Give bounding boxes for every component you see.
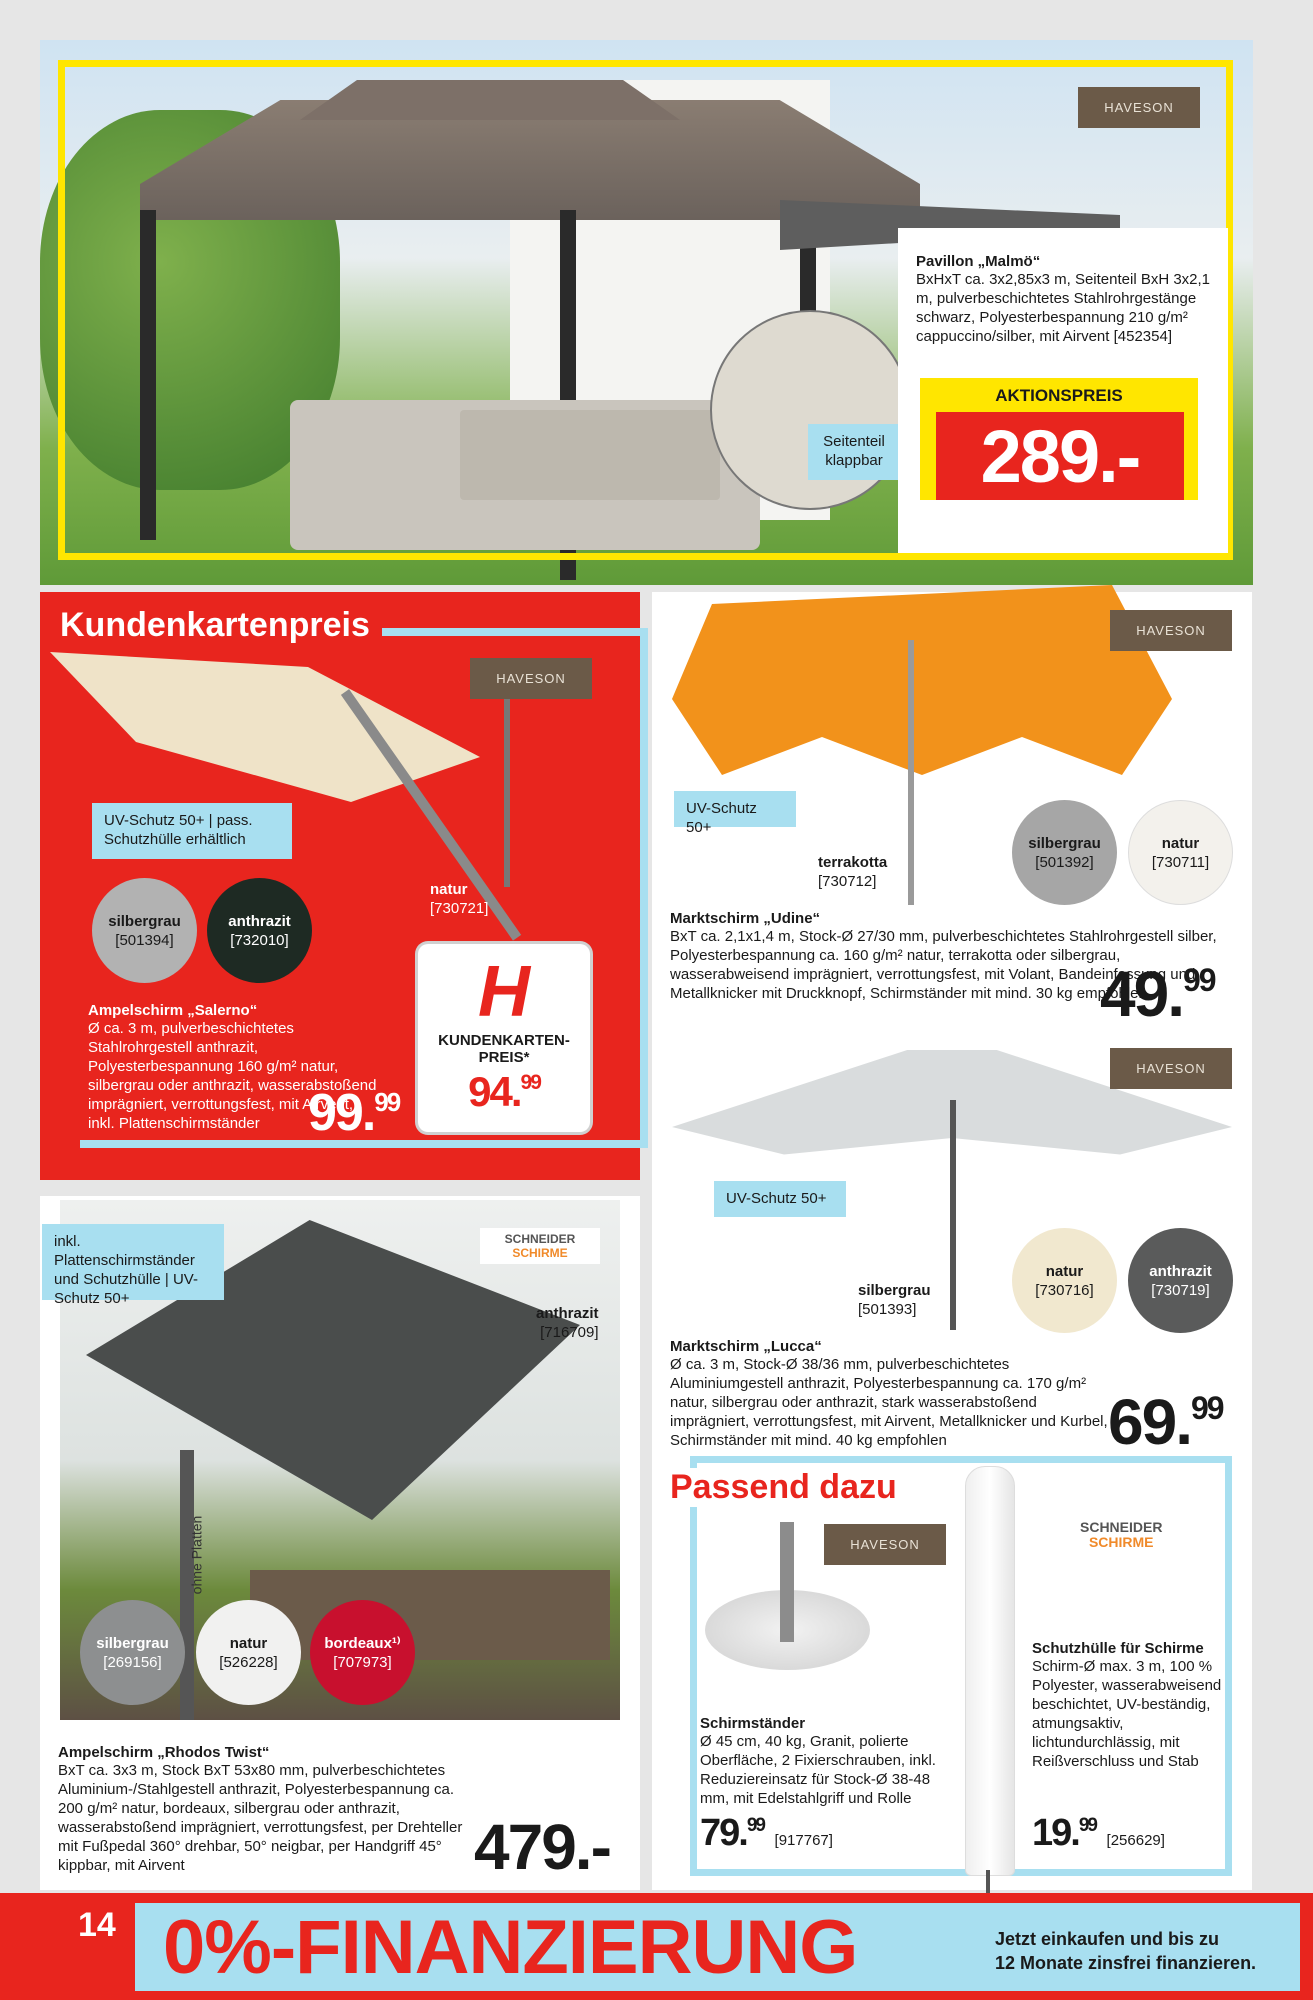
finanzierung-subline xyxy=(995,1927,1256,1975)
rhodos-furniture xyxy=(250,1570,610,1660)
rhodos-price xyxy=(474,1810,610,1884)
article-code: [917767] xyxy=(774,1832,833,1849)
kundenkartenpreis-header: Kundenkartenpreis xyxy=(60,606,382,645)
product-title: Schirmständer xyxy=(700,1715,806,1732)
schirmstaender-info xyxy=(700,1715,940,1808)
swatch-natur[interactable] xyxy=(1012,1228,1117,1333)
product-title: Marktschirm „Udine“ xyxy=(670,910,821,927)
schneider-logo xyxy=(480,1228,600,1264)
side-text: ohne Platten xyxy=(188,1515,204,1595)
footer-finanzierung-banner[interactable] xyxy=(135,1903,1300,1991)
passend-header: Passend dazu xyxy=(670,1468,907,1507)
haveson-logo xyxy=(1110,1048,1232,1089)
brand-text: HAVESON xyxy=(496,671,566,686)
price-cents: 99 xyxy=(520,1071,540,1095)
haveson-logo xyxy=(1078,87,1200,128)
swatch-name: natur xyxy=(1045,1262,1084,1280)
salerno-natur-label xyxy=(430,880,488,918)
lucca-callout: UV-Schutz 50+ xyxy=(714,1181,846,1217)
product-title: Ampelschirm „Salerno“ xyxy=(88,1002,258,1019)
swatch-silbergrau[interactable] xyxy=(80,1600,185,1705)
brand-text: HAVESON xyxy=(1136,623,1206,638)
lucca-pole xyxy=(950,1100,956,1330)
product-title: Schutzhülle für Schirme xyxy=(1032,1640,1204,1657)
udine-price xyxy=(1100,957,1215,1031)
product-description: Ø 45 cm, 40 kg, Granit, polierte Oberfläche, 2 Fixierschrauben, inkl. Reduziereinsatz für Stock-Ø 38-48 mm, mit Edelstahlgriff und Rolle xyxy=(700,1733,936,1807)
aktionspreis-label: AKTIONSPREIS xyxy=(995,386,1123,405)
udine-terrakotta-label xyxy=(818,853,887,891)
swatch-name: natur xyxy=(1161,834,1200,852)
swatch-code: [730716] xyxy=(1035,1281,1094,1299)
product-description: BxT ca. 3x3 m, Stock BxT 53x80 mm, pulverbeschichtetes Aluminium-/Stahlgestell anthrazit, Polyesterbespannung ca. 200 g/m² natur, bordeaux, silbergrau oder anthrazit, wasserabstoßend imprägniert, verrottungsfest, per Drehteller mit Fußpedal 360° drehbar, 50° neigbar, per Handgriff 45° kippbar, mit Airvent xyxy=(58,1762,463,1874)
color-name: anthrazit xyxy=(536,1305,599,1322)
swatch-code: [730719] xyxy=(1151,1281,1210,1299)
swatch-name: anthrazit xyxy=(228,912,291,930)
rhodos-callout: inkl. Plattenschirmständer und Schutzhülle | UV-Schutz 50+ xyxy=(42,1224,224,1300)
page-number: 14 xyxy=(78,1906,116,1944)
brand-text: SCHNEIDER xyxy=(504,1232,576,1246)
price-cents: 99 xyxy=(746,1814,764,1836)
swatch-code: [732010] xyxy=(230,931,289,949)
swatch-natur[interactable] xyxy=(196,1600,301,1705)
product-title: Marktschirm „Lucca“ xyxy=(670,1338,822,1355)
lucca-silbergrau-label xyxy=(858,1281,931,1319)
price-cents: 99 xyxy=(374,1086,400,1117)
salerno-callout: UV-Schutz 50+ | pass. Schutzhülle erhältlich xyxy=(92,803,292,859)
article-code: [256629] xyxy=(1106,1832,1165,1849)
brand-text: HAVESON xyxy=(850,1537,920,1552)
brand-text: HAVESON xyxy=(1104,100,1174,115)
swatch-name: silbergrau xyxy=(96,1634,169,1652)
product-description: Ø ca. 3 m, Stock-Ø 38/36 mm, pulverbeschichtetes Aluminiumgestell anthrazit, Polyesterbespannung ca. 170 g/m² natur, silbergrau oder anthrazit, stark wasserabstoßend imprägniert, verrottungsfest, mit Airvent, Metallknicker und Kurbel, Schirmständer mit mind. 40 kg empfohlen xyxy=(670,1356,1108,1449)
swatch-code: [730711] xyxy=(1151,853,1210,871)
swatch-code: [526228] xyxy=(219,1653,278,1671)
haveson-logo xyxy=(824,1524,946,1565)
swatch-natur[interactable] xyxy=(1128,800,1233,905)
product-description: Ø ca. 3 m, pulverbeschichtetes Stahlrohrgestell anthrazit, Polyesterbespannung 160 g/m² natur, silbergrau oder anthrazit, wasserabstoßend imprägniert, verrottungsfest, mit Airvent, inkl. Plattenschirmständer xyxy=(88,1020,377,1132)
swatch-code: [501392] xyxy=(1035,853,1094,871)
swatch-anthrazit[interactable] xyxy=(1128,1228,1233,1333)
udine-pole xyxy=(908,640,914,905)
swatch-bordeaux[interactable] xyxy=(310,1600,415,1705)
price-main: 69. xyxy=(1108,1386,1191,1458)
price-main: 79. xyxy=(700,1812,747,1854)
product-description: BxHxT ca. 3x2,85x3 m, Seitenteil BxH 3x2,1 m, pulverbeschichtetes Stahlrohrgestänge schwarz, Polyesterbespannung 210 g/m² cappuccino/silber, mit Airvent [452354] xyxy=(916,271,1211,345)
lucca-price xyxy=(1108,1385,1223,1459)
brand-text: HAVESON xyxy=(1136,1061,1206,1076)
price-text: 479.- xyxy=(474,1811,610,1883)
brand-text: SCHNEIDER xyxy=(1080,1519,1163,1535)
product-description: BxT ca. 2,1x1,4 m, Stock-Ø 27/30 mm, pulverbeschichtetes Stahlrohrgestell silber, Polyesterbespannung ca. 160 g/m² natur, terrakotta oder silbergrau, wasserabweisend imprägniert, verrottungsfest, mit Volant, Bandeinfassung und Metallknicker mit Druckknopf, Schirmständer mit mind. 30 kg empfohlen xyxy=(670,928,1217,1002)
subline-1: Jetzt einkaufen und bis zu xyxy=(995,1929,1220,1949)
schutzhuelle-price xyxy=(1032,1812,1165,1855)
hero-price xyxy=(936,412,1184,500)
product-title: Ampelschirm „Rhodos Twist“ xyxy=(58,1744,270,1761)
price-main: 49. xyxy=(1100,958,1183,1030)
swatch-silbergrau[interactable] xyxy=(92,878,197,983)
swatch-name: silbergrau xyxy=(1028,834,1101,852)
rhodos-anthrazit-label xyxy=(536,1304,599,1342)
finanzierung-headline: 0%-FINANZIERUNG xyxy=(163,1905,858,1990)
subline-2: 12 Monate zinsfrei finanzieren. xyxy=(995,1953,1257,1973)
schutzhuelle-image xyxy=(965,1466,1015,1876)
swatch-name: natur xyxy=(229,1634,268,1652)
color-code: [730721] xyxy=(430,900,489,917)
h-logo-icon: H xyxy=(478,952,530,1032)
haveson-logo xyxy=(470,658,592,699)
price-main: 19. xyxy=(1032,1812,1079,1854)
schirmstaender-price xyxy=(700,1812,833,1855)
kundenkarten-label: KUNDENKARTEN-PREIS* xyxy=(438,1032,570,1066)
swatch-code: [501394] xyxy=(115,931,174,949)
schutzhuelle-info xyxy=(1032,1640,1222,1771)
hero-callout: Seitenteil klappbar xyxy=(808,424,900,480)
product-description: Schirm-Ø max. 3 m, 100 % Polyester, wasserabweisend beschichtet, UV-beständig, atmungsaktiv, lichtundurchlässig, mit Reißverschluss und Stab xyxy=(1032,1658,1222,1770)
udine-canopy xyxy=(672,585,1172,775)
kundenkarten-price xyxy=(418,1068,590,1116)
color-name: silbergrau xyxy=(858,1282,931,1299)
color-name: natur xyxy=(430,881,468,898)
color-code: [716709] xyxy=(540,1324,599,1341)
swatch-name: anthrazit xyxy=(1149,1262,1212,1280)
hero-price-text: 289.- xyxy=(980,414,1140,498)
rhodos-info xyxy=(58,1744,468,1875)
salerno-price xyxy=(308,1083,399,1143)
price-cents: 99 xyxy=(1078,1814,1096,1836)
schneider-logo xyxy=(1080,1520,1162,1550)
swatch-anthrazit[interactable] xyxy=(207,878,312,983)
swatch-code: [707973] xyxy=(333,1653,392,1671)
color-code: [501393] xyxy=(858,1301,917,1318)
price-main: 94. xyxy=(468,1068,521,1115)
udine-callout: UV-Schutz 50+ xyxy=(674,791,796,827)
swatch-name: silbergrau xyxy=(108,912,181,930)
swatch-silbergrau[interactable] xyxy=(1012,800,1117,905)
product-title: Pavillon „Malmö“ xyxy=(916,253,1041,270)
salerno-pole xyxy=(504,697,510,887)
color-name: terrakotta xyxy=(818,854,888,871)
swatch-name: bordeaux¹⁾ xyxy=(324,1634,401,1652)
schirmstaender-tube xyxy=(780,1522,794,1642)
rhodos-side-text xyxy=(182,1510,210,1600)
brand-text: SCHIRME xyxy=(1088,1534,1154,1550)
swatch-code: [269156] xyxy=(103,1653,162,1671)
price-cents: 99 xyxy=(1182,961,1215,998)
kundenkarten-badge xyxy=(418,944,590,1132)
price-main: 99. xyxy=(308,1084,375,1142)
color-code: [730712] xyxy=(818,873,877,890)
haveson-logo xyxy=(1110,610,1232,651)
brand-text: SCHIRME xyxy=(512,1246,568,1260)
price-cents: 99 xyxy=(1190,1389,1223,1426)
